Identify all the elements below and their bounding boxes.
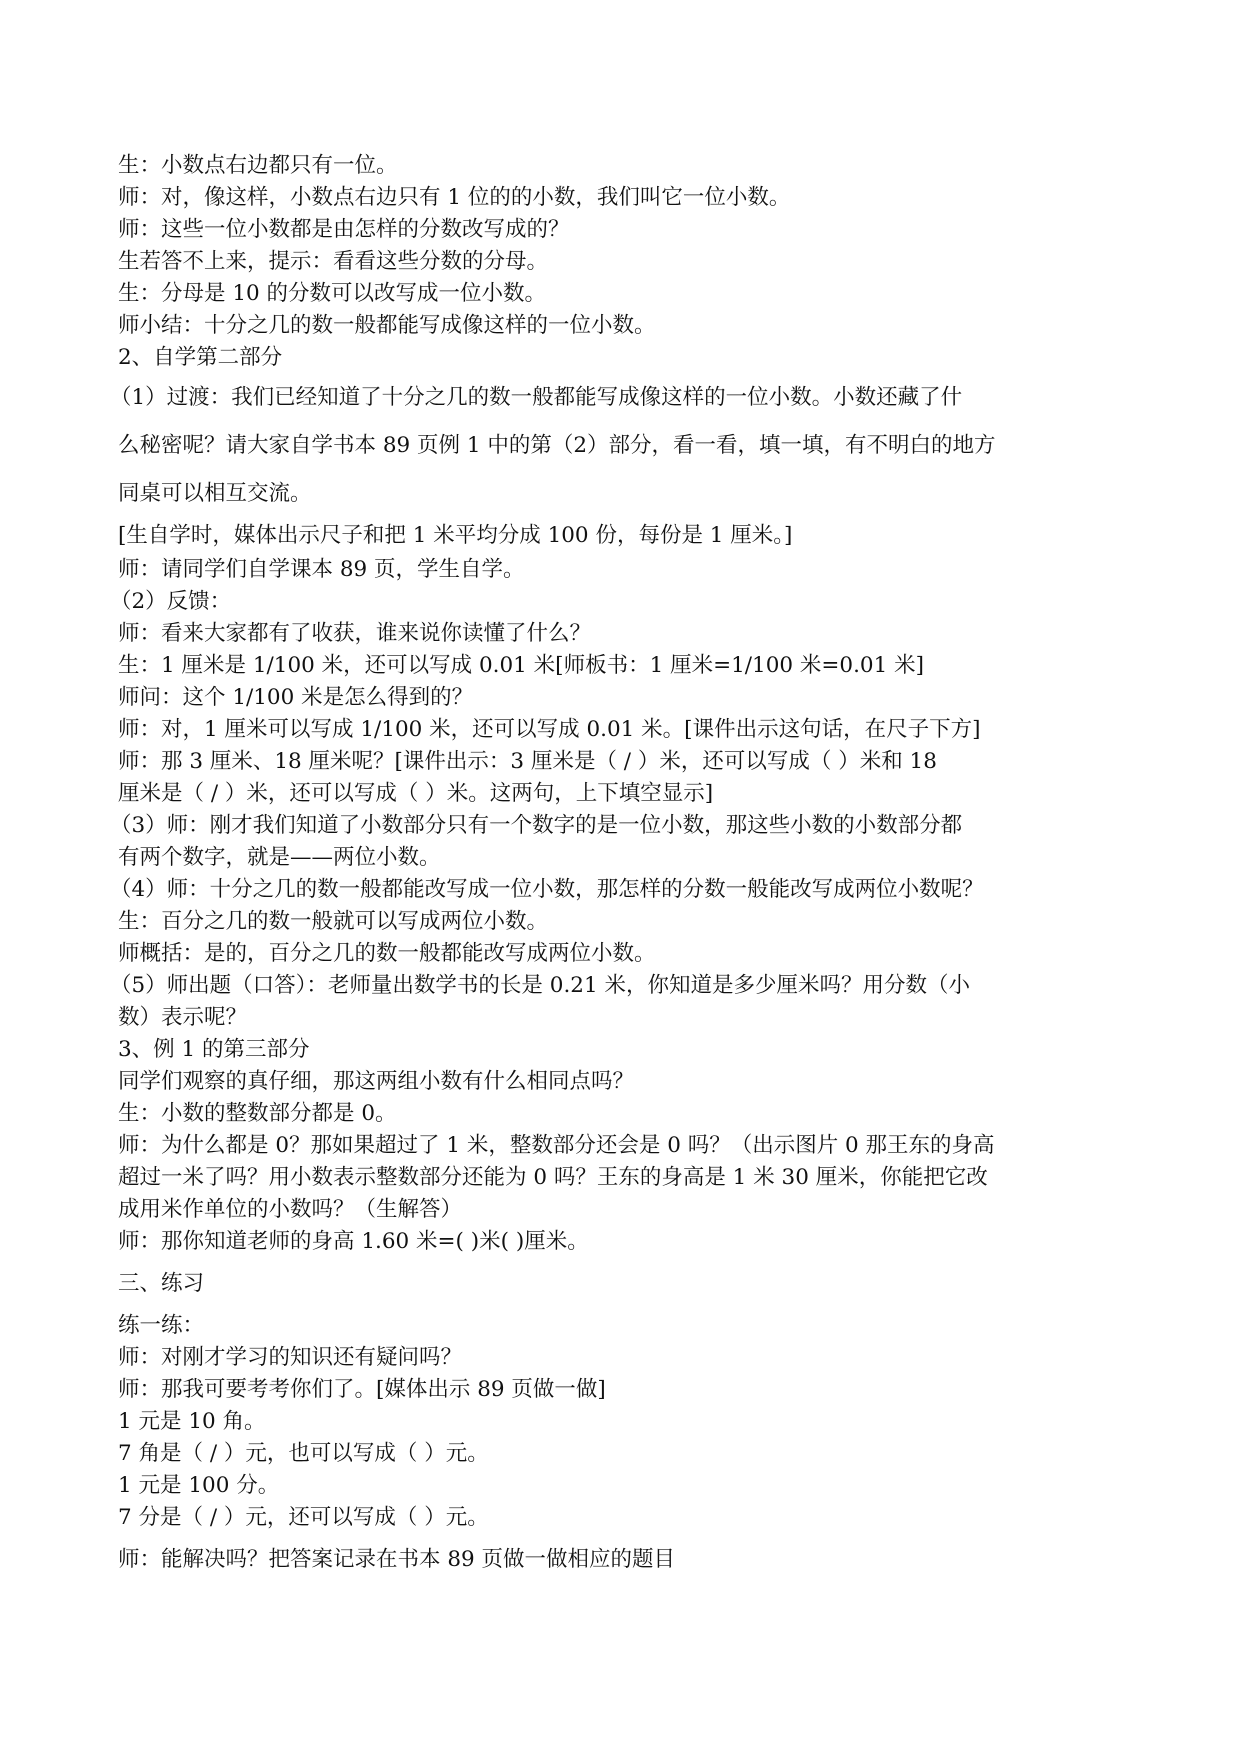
text-line: 师：那我可要考考你们了。[媒体出示 89 页做一做] [118, 1377, 606, 1402]
text-line: （3）师：刚才我们知道了小数部分只有一个数字的是一位小数，那这些小数的小数部分都 [110, 813, 963, 838]
text-line: 生：分母是 10 的分数可以改写成一位小数。 [118, 281, 547, 306]
text-line: 师：那你知道老师的身高 1.60 米=( )米( )厘米。 [118, 1229, 589, 1254]
text-line: 师：为什么都是 0？那如果超过了 1 米，整数部分还会是 0 吗？（出示图片 0 那王东的身高 [118, 1133, 995, 1158]
text-line: 生：小数的整数部分都是 0。 [118, 1101, 397, 1126]
text-line: 师：对刚才学习的知识还有疑问吗？ [118, 1345, 463, 1370]
text-line: 师：这些一位小数都是由怎样的分数改写成的？ [118, 217, 570, 242]
text-line: 厘米是（ / ）米，还可以写成（ ）米。这两句，上下填空显示] [118, 781, 714, 806]
text-line: [生自学时，媒体出示尺子和把 1 米平均分成 100 份，每份是 1 厘米。] [118, 523, 793, 548]
text-line: （1）过渡：我们已经知道了十分之几的数一般都能写成像这样的一位小数。小数还藏了什 [110, 385, 963, 410]
text-line: 1 元是 100 分。 [118, 1473, 280, 1498]
text-line: 师：请同学们自学课本 89 页，学生自学。 [118, 557, 525, 582]
text-line: 7 角是（ / ）元，也可以写成（ ）元。 [118, 1441, 489, 1466]
text-line: 师概括：是的，百分之几的数一般都能改写成两位小数。 [118, 941, 656, 966]
text-line: 生若答不上来，提示：看看这些分数的分母。 [118, 249, 549, 274]
text-line: 同桌可以相互交流。 [118, 481, 312, 506]
text-line: 有两个数字，就是——两位小数。 [118, 845, 441, 870]
text-line: 生：百分之几的数一般就可以写成两位小数。 [118, 909, 549, 934]
text-line: 师：对，像这样，小数点右边只有 1 位的的小数，我们叫它一位小数。 [118, 185, 791, 210]
section-heading: 2、自学第二部分 [118, 345, 283, 370]
text-line: 师：那 3 厘米、18 厘米呢？[课件出示：3 厘米是（ / ）米，还可以写成（ ）米和 18 [118, 749, 937, 774]
text-line: 师：看来大家都有了收获，谁来说你读懂了什么？ [118, 621, 592, 646]
section-heading: 3、例 1 的第三部分 [118, 1037, 310, 1062]
text-line: 练一练： [118, 1313, 205, 1338]
text-line: 成用米作单位的小数吗？（生解答） [118, 1197, 463, 1222]
text-line: 数）表示呢？ [118, 1005, 248, 1030]
document-body [110, 150, 1128, 1576]
text-line: 超过一米了吗？用小数表示整数部分还能为 0 吗？王东的身高是 1 米 30 厘米，你能把它改 [118, 1165, 988, 1190]
text-line: 师小结：十分之几的数一般都能写成像这样的一位小数。 [118, 313, 656, 338]
text-line: （4）师：十分之几的数一般都能改写成一位小数，那怎样的分数一般能改写成两位小数呢？ [110, 877, 984, 902]
text-line: 师问：这个 1/100 米是怎么得到的？ [118, 685, 474, 710]
text-line: （2）反馈： [110, 589, 232, 614]
text-line: 生：1 厘米是 1/100 米，还可以写成 0.01 米[师板书：1 厘米=1/100 米=0.01 米] [118, 653, 925, 678]
text-line: 生：小数点右边都只有一位。 [118, 153, 398, 178]
text-line: （5）师出题（口答）：老师量出数学书的长是 0.21 米，你知道是多少厘米吗？用分数（小 [110, 973, 970, 998]
text-line: 师：对，1 厘米可以写成 1/100 米，还可以写成 0.01 米。[课件出示这句话，在尺子下方] [118, 717, 981, 742]
text-line: 1 元是 10 角。 [118, 1409, 266, 1434]
text-line: 同学们观察的真仔细，那这两组小数有什么相同点吗？ [118, 1069, 635, 1094]
text-line: 7 分是（ / ）元，还可以写成（ ）元。 [118, 1505, 489, 1530]
section-heading: 三、练习 [118, 1271, 205, 1296]
text-line: 师：能解决吗？把答案记录在书本 89 页做一做相应的题目 [118, 1547, 676, 1572]
text-line: 么秘密呢？请大家自学书本 89 页例 1 中的第（2）部分，看一看，填一填，有不明白的地方 [118, 433, 996, 458]
